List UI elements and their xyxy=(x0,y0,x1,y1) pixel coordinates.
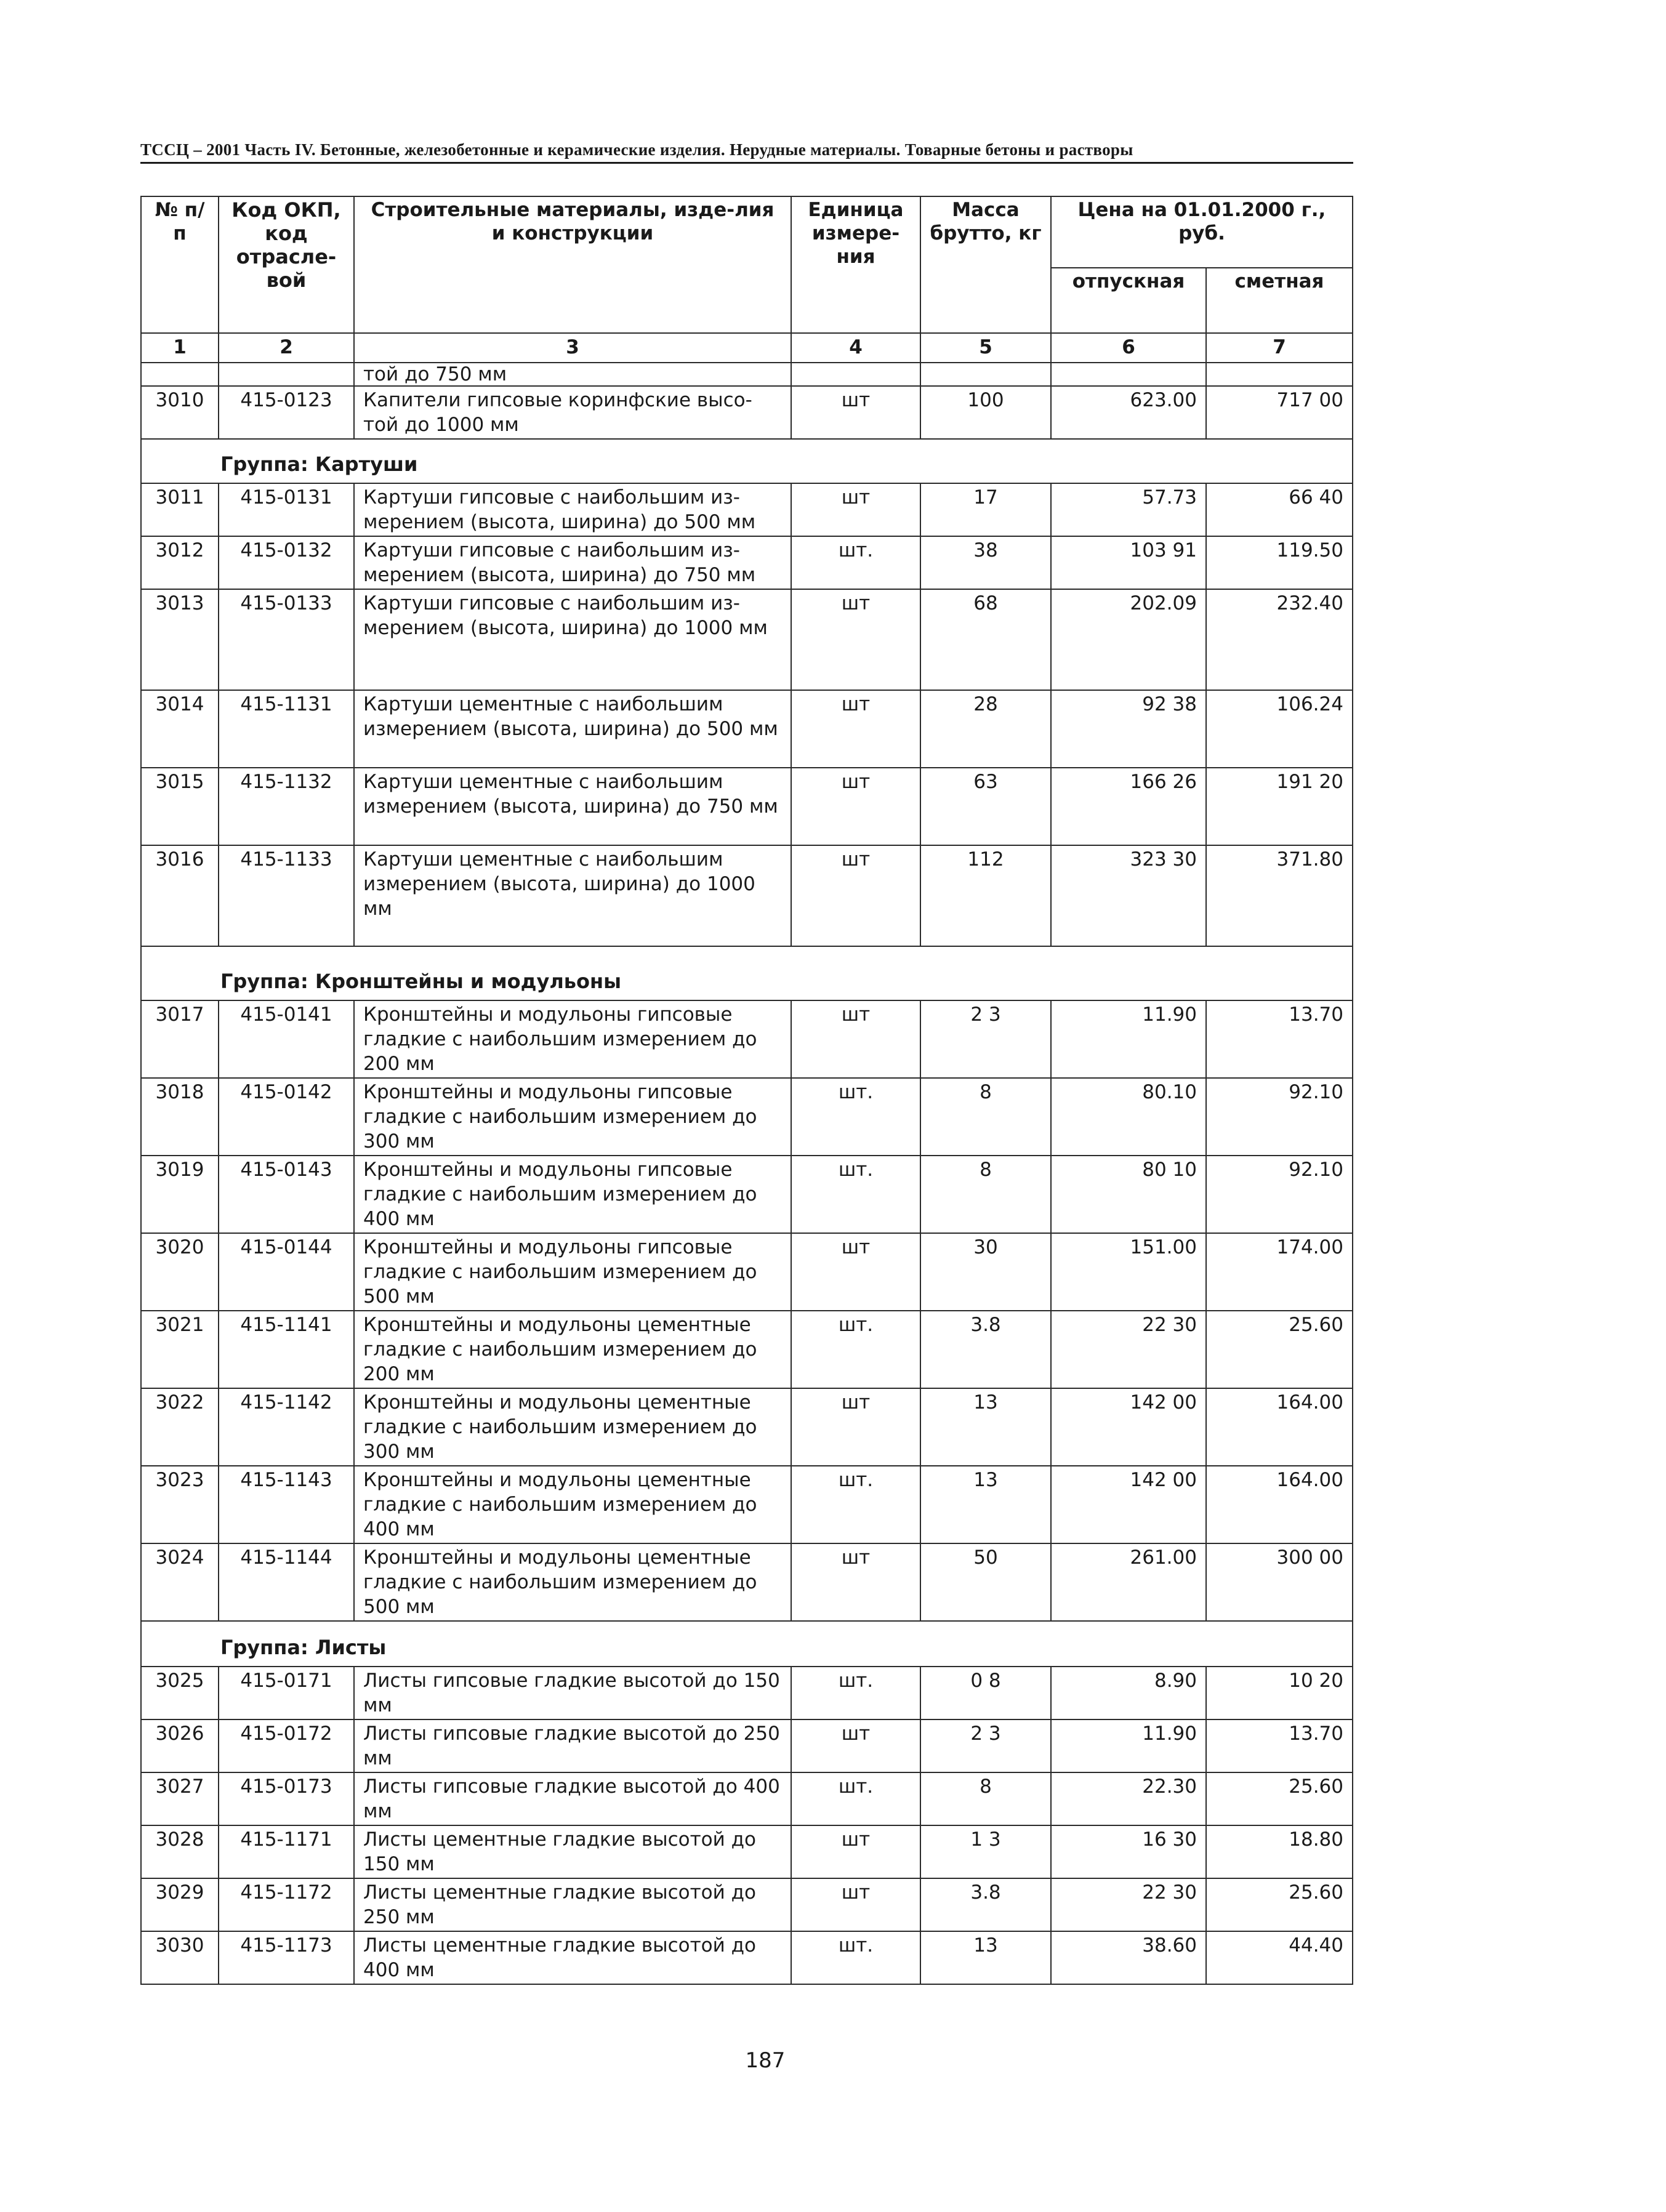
cell-release: 80 10 xyxy=(1051,1156,1206,1233)
column-number: 4 xyxy=(791,333,920,363)
cell-mass: 3.8 xyxy=(920,1311,1051,1388)
cell-name: Кронштейны и модульоны гипсовые гладкие с наибольшим измерением до 300 мм xyxy=(354,1078,791,1156)
cell-release: 80.10 xyxy=(1051,1078,1206,1156)
cell-estimate: 25.60 xyxy=(1206,1311,1353,1388)
cell-code: 415-1173 xyxy=(219,1931,354,1984)
cell-unit: шт xyxy=(791,589,920,690)
cell-num: 3029 xyxy=(141,1878,219,1931)
cell-num: 3015 xyxy=(141,768,219,845)
cell-code: 415-1141 xyxy=(219,1311,354,1388)
cell-unit: шт. xyxy=(791,536,920,589)
cell-mass: 112 xyxy=(920,845,1051,946)
cell-mass: 63 xyxy=(920,768,1051,845)
cell-mass: 100 xyxy=(920,386,1051,439)
cell-release: 11.90 xyxy=(1051,1000,1206,1078)
cell-unit: шт xyxy=(791,845,920,946)
cell-unit: шт xyxy=(791,690,920,768)
page-header: ТССЦ – 2001 Часть IV. Бетонные, железобетонные и керамические изделия. Нерудные материалы. Товарные бетоны и растворы xyxy=(140,140,1353,164)
cell-estimate: 66 40 xyxy=(1206,483,1353,536)
cell-num: 3026 xyxy=(141,1719,219,1772)
cell-unit: шт. xyxy=(791,1772,920,1825)
cell-estimate: 232.40 xyxy=(1206,589,1353,690)
cell-release: 8.90 xyxy=(1051,1667,1206,1719)
cell-code: 415-1144 xyxy=(219,1543,354,1621)
cell-name: Картуши цементные с наибольшим измерением (высота, ширина) до 750 мм xyxy=(354,768,791,845)
cell-unit: шт. xyxy=(791,1466,920,1543)
cell-mass: 13 xyxy=(920,1466,1051,1543)
cell-code: 415-1171 xyxy=(219,1825,354,1878)
cell-unit: шт. xyxy=(791,1931,920,1984)
cell-code: 415-0142 xyxy=(219,1078,354,1156)
table-row xyxy=(141,483,1353,536)
cell-num xyxy=(141,363,219,386)
cell-code: 415-1143 xyxy=(219,1466,354,1543)
cell-name: Кронштейны и модульоны гипсовые гладкие с наибольшим измерением до 200 мм xyxy=(354,1000,791,1078)
cell-num: 3024 xyxy=(141,1543,219,1621)
cell-name: Капители гипсовые коринфские высо-той до 1000 мм xyxy=(354,386,791,439)
cell-unit: шт xyxy=(791,1825,920,1878)
cell-num: 3017 xyxy=(141,1000,219,1078)
column-number: 2 xyxy=(219,333,354,363)
cell-estimate: 300 00 xyxy=(1206,1543,1353,1621)
cell-mass: 2 3 xyxy=(920,1000,1051,1078)
table-row xyxy=(141,1000,1353,1078)
column-number: 7 xyxy=(1206,333,1353,363)
group-row xyxy=(141,439,1353,483)
cell-estimate: 25.60 xyxy=(1206,1772,1353,1825)
cell-release: 166 26 xyxy=(1051,768,1206,845)
cell-mass: 13 xyxy=(920,1931,1051,1984)
cell-unit: шт xyxy=(791,1543,920,1621)
cell-name: Картуши цементные с наибольшим измерением (высота, ширина) до 1000 мм xyxy=(354,845,791,946)
cell-mass: 68 xyxy=(920,589,1051,690)
group-title: Группа: Картуши xyxy=(141,439,1353,483)
table-row xyxy=(141,768,1353,845)
cell-name: Листы цементные гладкие высотой до 150 мм xyxy=(354,1825,791,1878)
continuation-row xyxy=(141,363,1353,386)
cell-code: 415-1132 xyxy=(219,768,354,845)
col-header-mass: Масса брутто, кг xyxy=(920,196,1051,333)
cell-code: 415-0123 xyxy=(219,386,354,439)
cell-num: 3018 xyxy=(141,1078,219,1156)
col-header-name: Строительные материалы, изде-лия и конструкции xyxy=(354,196,791,333)
cell-num: 3025 xyxy=(141,1667,219,1719)
table-row xyxy=(141,845,1353,946)
cell-name: Листы гипсовые гладкие высотой до 150 мм xyxy=(354,1667,791,1719)
table-row xyxy=(141,1772,1353,1825)
cell-code: 415-1142 xyxy=(219,1388,354,1466)
table-row xyxy=(141,589,1353,690)
cell-estimate: 10 20 xyxy=(1206,1667,1353,1719)
cell-release: 22 30 xyxy=(1051,1878,1206,1931)
cell-num: 3016 xyxy=(141,845,219,946)
cell-name: Кронштейны и модульоны цементные гладкие с наибольшим измерением до 400 мм xyxy=(354,1466,791,1543)
cell-estimate xyxy=(1206,363,1353,386)
cell-release: 202.09 xyxy=(1051,589,1206,690)
cell-estimate: 164.00 xyxy=(1206,1388,1353,1466)
cell-unit xyxy=(791,363,920,386)
cell-num: 3012 xyxy=(141,536,219,589)
cell-num: 3013 xyxy=(141,589,219,690)
cell-num: 3027 xyxy=(141,1772,219,1825)
cell-num: 3019 xyxy=(141,1156,219,1233)
table-row xyxy=(141,1667,1353,1719)
table-row xyxy=(141,1931,1353,1984)
cell-release: 142 00 xyxy=(1051,1388,1206,1466)
cell-mass: 8 xyxy=(920,1772,1051,1825)
cell-name: Картуши гипсовые с наибольшим из-мерением (высота, ширина) до 1000 мм xyxy=(354,589,791,690)
cell-name: Кронштейны и модульоны гипсовые гладкие с наибольшим измерением до 500 мм xyxy=(354,1233,791,1311)
group-row xyxy=(141,1621,1353,1667)
cell-code: 415-0132 xyxy=(219,536,354,589)
cell-num: 3020 xyxy=(141,1233,219,1311)
cell-num: 3022 xyxy=(141,1388,219,1466)
cell-mass: 30 xyxy=(920,1233,1051,1311)
cell-mass: 2 3 xyxy=(920,1719,1051,1772)
cell-name: Картуши гипсовые с наибольшим из-мерением (высота, ширина) до 750 мм xyxy=(354,536,791,589)
cell-num: 3028 xyxy=(141,1825,219,1878)
cell-estimate: 13.70 xyxy=(1206,1000,1353,1078)
cell-code: 415-0171 xyxy=(219,1667,354,1719)
column-number: 3 xyxy=(354,333,791,363)
cell-name: Листы гипсовые гладкие высотой до 400 мм xyxy=(354,1772,791,1825)
cell-name: Кронштейны и модульоны гипсовые гладкие с наибольшим измерением до 400 мм xyxy=(354,1156,791,1233)
cell-release: 623.00 xyxy=(1051,386,1206,439)
cell-unit: шт xyxy=(791,1233,920,1311)
cell-num: 3014 xyxy=(141,690,219,768)
cell-code: 415-1172 xyxy=(219,1878,354,1931)
cell-mass: 50 xyxy=(920,1543,1051,1621)
page-number: 187 xyxy=(745,2048,786,2073)
cell-num: 3023 xyxy=(141,1466,219,1543)
cell-release: 16 30 xyxy=(1051,1825,1206,1878)
cell-release: 92 38 xyxy=(1051,690,1206,768)
column-number: 5 xyxy=(920,333,1051,363)
cell-unit: шт xyxy=(791,483,920,536)
group-title: Группа: Кронштейны и модульоны xyxy=(141,946,1353,1000)
cell-mass: 17 xyxy=(920,483,1051,536)
cell-num: 3021 xyxy=(141,1311,219,1388)
cell-estimate: 191 20 xyxy=(1206,768,1353,845)
cell-name: Листы цементные гладкие высотой до 400 мм xyxy=(354,1931,791,1984)
cell-mass: 8 xyxy=(920,1078,1051,1156)
cell-mass: 38 xyxy=(920,536,1051,589)
cell-name: Кронштейны и модульоны цементные гладкие с наибольшим измерением до 200 мм xyxy=(354,1311,791,1388)
cell-estimate: 119.50 xyxy=(1206,536,1353,589)
column-number: 1 xyxy=(141,333,219,363)
table-row xyxy=(141,690,1353,768)
col-header-unit: Единица измере-ния xyxy=(791,196,920,333)
cell-name: той до 750 мм xyxy=(354,363,791,386)
cell-code: 415-0133 xyxy=(219,589,354,690)
table-row xyxy=(141,1466,1353,1543)
cell-release: 11.90 xyxy=(1051,1719,1206,1772)
cell-unit: шт. xyxy=(791,1078,920,1156)
col-header-estimate-price: сметная xyxy=(1206,268,1353,333)
col-header-code: Код ОКП, код отрасле-вой xyxy=(219,196,354,333)
cell-release: 22.30 xyxy=(1051,1772,1206,1825)
column-number-row xyxy=(141,333,1353,363)
cell-unit: шт. xyxy=(791,1156,920,1233)
cell-unit: шт xyxy=(791,1878,920,1931)
table-row xyxy=(141,1078,1353,1156)
table-body xyxy=(141,363,1353,1984)
cell-estimate: 174.00 xyxy=(1206,1233,1353,1311)
cell-unit: шт xyxy=(791,1388,920,1466)
cell-estimate: 13.70 xyxy=(1206,1719,1353,1772)
cell-release: 38.60 xyxy=(1051,1931,1206,1984)
cell-code: 415-0144 xyxy=(219,1233,354,1311)
table-row xyxy=(141,386,1353,439)
cell-code: 415-1131 xyxy=(219,690,354,768)
cell-mass xyxy=(920,363,1051,386)
cell-estimate: 25.60 xyxy=(1206,1878,1353,1931)
cell-code: 415-1133 xyxy=(219,845,354,946)
price-table xyxy=(140,196,1353,1985)
cell-code: 415-0131 xyxy=(219,483,354,536)
cell-estimate: 717 00 xyxy=(1206,386,1353,439)
cell-release: 261.00 xyxy=(1051,1543,1206,1621)
group-row xyxy=(141,946,1353,1000)
cell-release: 142 00 xyxy=(1051,1466,1206,1543)
table-row xyxy=(141,536,1353,589)
cell-unit: шт xyxy=(791,1719,920,1772)
cell-estimate: 18.80 xyxy=(1206,1825,1353,1878)
table-row xyxy=(141,1825,1353,1878)
table-row xyxy=(141,1878,1353,1931)
cell-code xyxy=(219,363,354,386)
table-row xyxy=(141,1311,1353,1388)
cell-mass: 1 3 xyxy=(920,1825,1051,1878)
col-header-num: № п/п xyxy=(141,196,219,333)
cell-unit: шт. xyxy=(791,1311,920,1388)
cell-name: Кронштейны и модульоны цементные гладкие с наибольшим измерением до 300 мм xyxy=(354,1388,791,1466)
table-row xyxy=(141,1543,1353,1621)
cell-estimate: 164.00 xyxy=(1206,1466,1353,1543)
cell-num: 3030 xyxy=(141,1931,219,1984)
cell-code: 415-0143 xyxy=(219,1156,354,1233)
cell-name: Листы цементные гладкие высотой до 250 мм xyxy=(354,1878,791,1931)
cell-name: Картуши цементные с наибольшим измерением (высота, ширина) до 500 мм xyxy=(354,690,791,768)
cell-estimate: 92.10 xyxy=(1206,1078,1353,1156)
cell-code: 415-0141 xyxy=(219,1000,354,1078)
cell-mass: 13 xyxy=(920,1388,1051,1466)
cell-name: Кронштейны и модульоны цементные гладкие с наибольшим измерением до 500 мм xyxy=(354,1543,791,1621)
cell-estimate: 106.24 xyxy=(1206,690,1353,768)
cell-release: 22 30 xyxy=(1051,1311,1206,1388)
col-header-release-price: отпускная xyxy=(1051,268,1206,333)
cell-code: 415-0173 xyxy=(219,1772,354,1825)
col-header-price: Цена на 01.01.2000 г., руб. xyxy=(1051,196,1353,268)
table-row xyxy=(141,1388,1353,1466)
cell-estimate: 44.40 xyxy=(1206,1931,1353,1984)
cell-num: 3010 xyxy=(141,386,219,439)
cell-unit: шт xyxy=(791,386,920,439)
column-number: 6 xyxy=(1051,333,1206,363)
cell-name: Листы гипсовые гладкие высотой до 250 мм xyxy=(354,1719,791,1772)
table-row xyxy=(141,1156,1353,1233)
cell-unit: шт. xyxy=(791,1667,920,1719)
cell-mass: 0 8 xyxy=(920,1667,1051,1719)
cell-unit: шт xyxy=(791,768,920,845)
cell-release: 57.73 xyxy=(1051,483,1206,536)
cell-code: 415-0172 xyxy=(219,1719,354,1772)
cell-mass: 8 xyxy=(920,1156,1051,1233)
table-row xyxy=(141,1233,1353,1311)
cell-mass: 28 xyxy=(920,690,1051,768)
cell-num: 3011 xyxy=(141,483,219,536)
cell-estimate: 371.80 xyxy=(1206,845,1353,946)
cell-release: 103 91 xyxy=(1051,536,1206,589)
cell-mass: 3.8 xyxy=(920,1878,1051,1931)
cell-estimate: 92.10 xyxy=(1206,1156,1353,1233)
cell-name: Картуши гипсовые с наибольшим из-мерением (высота, ширина) до 500 мм xyxy=(354,483,791,536)
cell-unit: шт xyxy=(791,1000,920,1078)
group-title: Группа: Листы xyxy=(141,1621,1353,1667)
cell-release: 151.00 xyxy=(1051,1233,1206,1311)
table-row xyxy=(141,1719,1353,1772)
cell-release xyxy=(1051,363,1206,386)
cell-release: 323 30 xyxy=(1051,845,1206,946)
